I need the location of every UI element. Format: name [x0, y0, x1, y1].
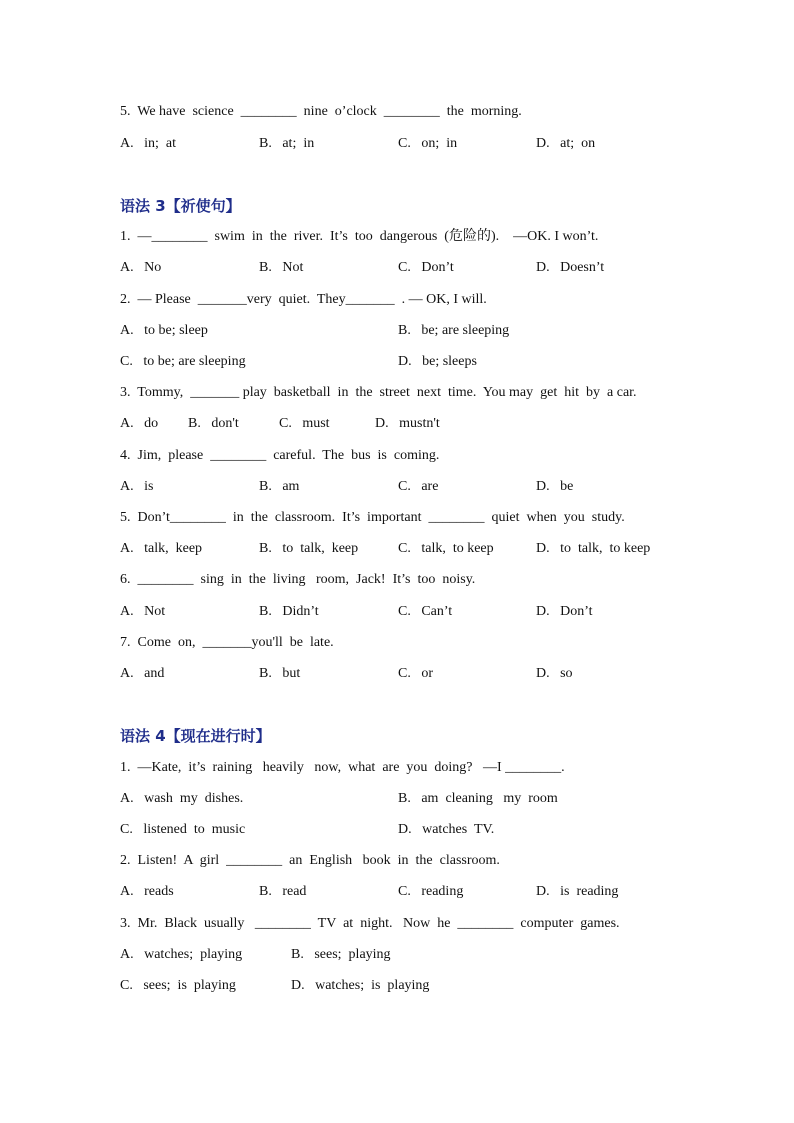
option-b: B. sees; playing	[291, 947, 391, 962]
section-title: 语法 3【祈使句】	[120, 197, 241, 215]
option-a: A. in; at	[120, 136, 176, 151]
option-a: A. No	[120, 260, 162, 275]
option-c: C. or	[398, 666, 433, 681]
option-b: B. am cleaning my room	[398, 791, 558, 806]
option-a: A. watches; playing	[120, 947, 243, 962]
option-c: C. to be; are sleeping	[120, 354, 246, 369]
option-d: D. watches; is playing	[291, 978, 430, 993]
option-c: C. talk, to keep	[398, 541, 494, 556]
option-b: B. Didn’t	[259, 604, 319, 619]
option-d: D. watches TV.	[398, 822, 495, 837]
option-c: C. sees; is playing	[120, 978, 236, 993]
option-b: B. at; in	[259, 136, 315, 151]
question-stem: 2. Listen! A girl ________ an English book in the classroom.	[120, 853, 500, 868]
option-d: D. Doesn’t	[536, 260, 605, 275]
option-c: C. on; in	[398, 136, 458, 151]
option-d: D. so	[536, 666, 573, 681]
option-a: A. reads	[120, 884, 174, 899]
option-a: A. to be; sleep	[120, 323, 208, 338]
question-stem: 3. Mr. Black usually ________ TV at night. Now he ________ computer games.	[120, 916, 620, 931]
question-stem: 1. —________ swim in the river. It’s too dangerous (危险的). —OK. I won’t.	[120, 229, 599, 244]
question-stem: 7. Come on, _______you'll be late.	[120, 635, 334, 650]
option-b: B. am	[259, 479, 300, 494]
option-d: D. be; sleeps	[398, 354, 477, 369]
question-stem: 2. — Please _______very quiet. They_______ . — OK, I will.	[120, 292, 487, 307]
option-d: D. is reading	[536, 884, 619, 899]
option-d: D. Don’t	[536, 604, 593, 619]
option-a: A. wash my dishes.	[120, 791, 244, 806]
option-b: B. to talk, keep	[259, 541, 359, 556]
question-stem: 5. Don’t________ in the classroom. It’s important ________ quiet when you study.	[120, 510, 625, 525]
option-d: D. at; on	[536, 136, 596, 151]
option-a: A. and	[120, 666, 165, 681]
question-stem: 5. We have science ________ nine o’clock ________ the morning.	[120, 104, 522, 119]
option-a: A. Not	[120, 604, 166, 619]
section-title: 语法 4【现在进行时】	[120, 727, 271, 745]
option-d: D. to talk, to keep	[536, 541, 651, 556]
option-c: C. Don’t	[398, 260, 454, 275]
option-b: B. don't	[188, 416, 239, 431]
option-c: C. listened to music	[120, 822, 246, 837]
option-b: B. be; are sleeping	[398, 323, 510, 338]
option-b: B. Not	[259, 260, 304, 275]
option-a: A. talk, keep	[120, 541, 203, 556]
option-c: C. Can’t	[398, 604, 453, 619]
option-a: A. is	[120, 479, 154, 494]
option-d: D. be	[536, 479, 574, 494]
question-stem: 3. Tommy, _______ play basketball in the street next time. You may get hit by a car.	[120, 385, 637, 400]
question-stem: 6. ________ sing in the living room, Jack! It’s too noisy.	[120, 572, 476, 587]
option-b: B. but	[259, 666, 301, 681]
option-c: C. reading	[398, 884, 464, 899]
option-c: C. are	[398, 479, 439, 494]
option-d: D. mustn't	[375, 416, 440, 431]
option-a: A. do	[120, 416, 159, 431]
question-stem: 4. Jim, please ________ careful. The bus is coming.	[120, 448, 440, 463]
option-c: C. must	[279, 416, 330, 431]
option-b: B. read	[259, 884, 307, 899]
question-stem: 1. —Kate, it’s raining heavily now, what are you doing? —I ________.	[120, 760, 565, 775]
